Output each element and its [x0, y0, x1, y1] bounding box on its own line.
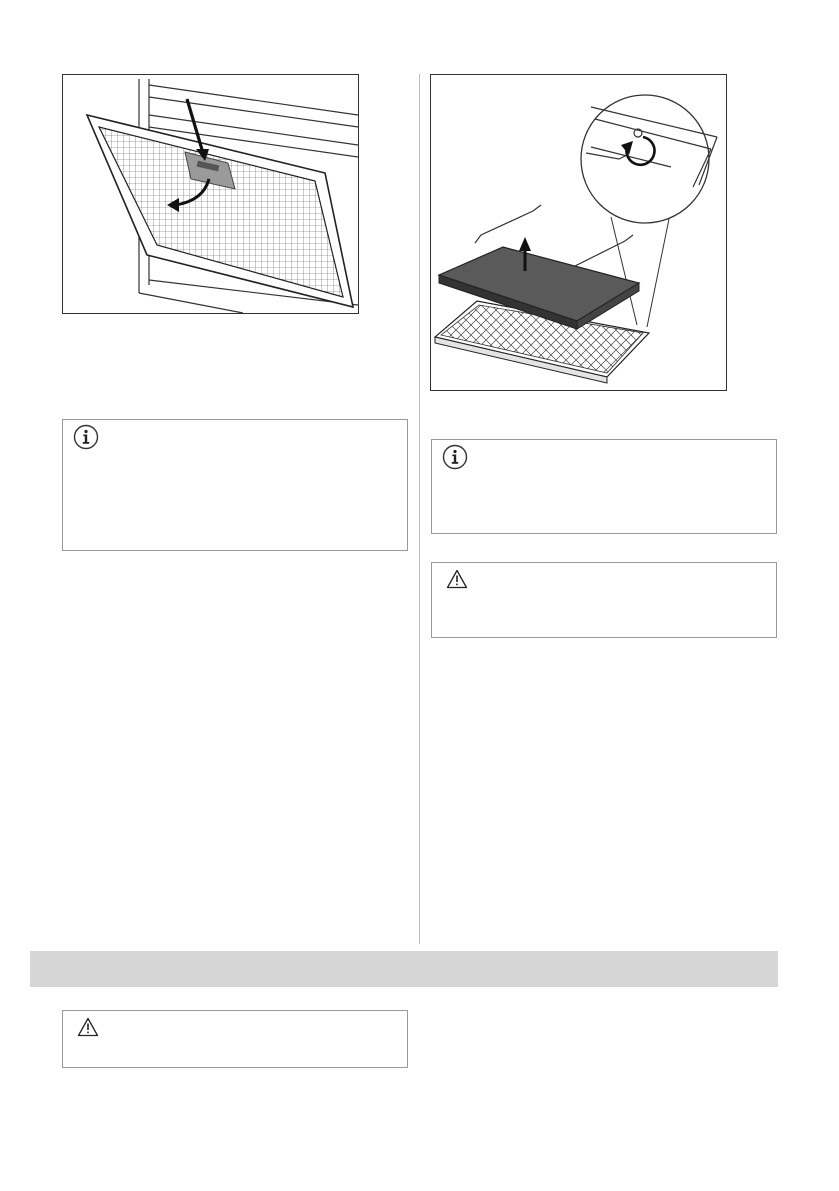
carbon-filter-illustration — [430, 74, 727, 391]
warning-icon — [77, 1017, 99, 1037]
info-note-left — [62, 419, 408, 551]
section-heading-band — [30, 951, 778, 987]
warning-note-bottom — [62, 1010, 408, 1068]
grease-filter-drawing — [63, 75, 358, 313]
warning-icon — [446, 569, 468, 589]
warning-note-right — [431, 562, 777, 638]
grease-filter-removal-illustration — [62, 74, 359, 314]
info-note-right — [431, 439, 777, 534]
column-divider — [419, 74, 420, 944]
info-icon — [442, 444, 468, 470]
carbon-filter-drawing — [431, 75, 726, 390]
info-icon — [73, 424, 99, 450]
